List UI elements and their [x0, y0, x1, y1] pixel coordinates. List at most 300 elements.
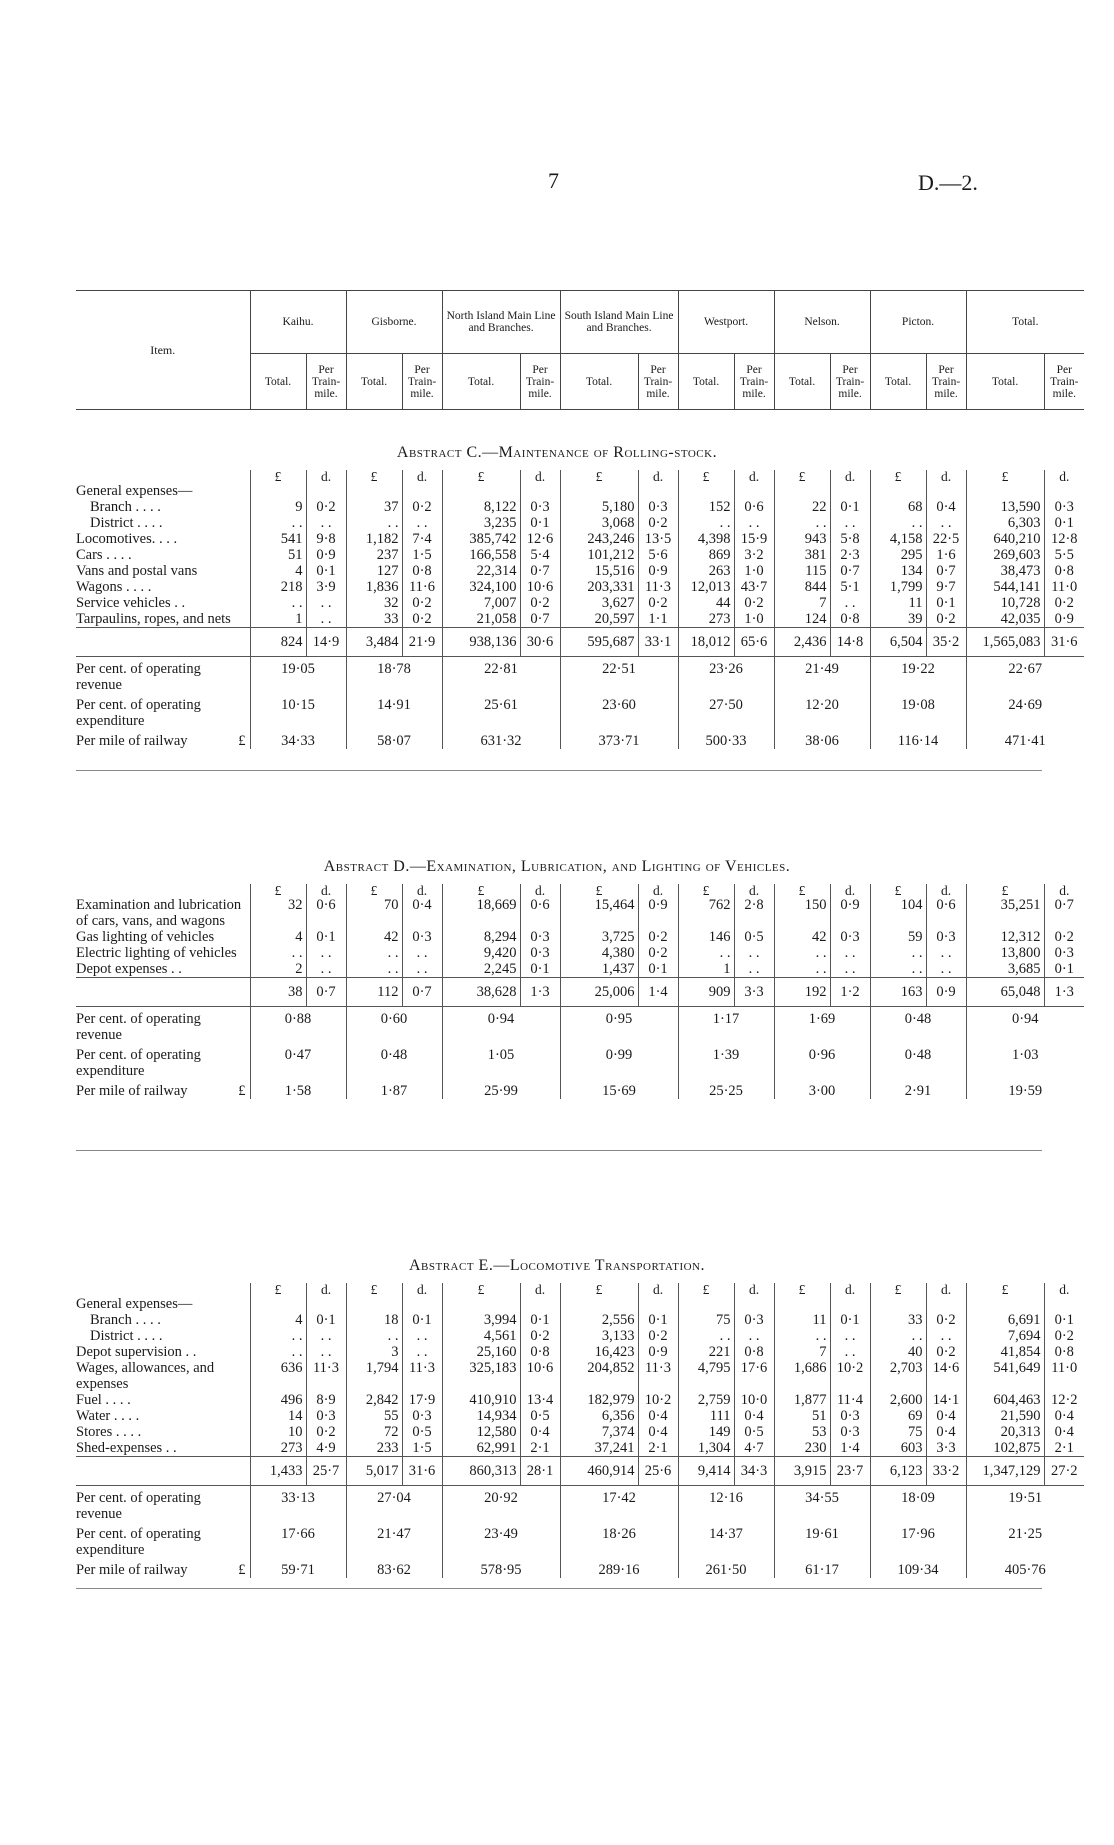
summary-unit: £ [238, 733, 246, 749]
row-label: Wages, allowances, and expenses [76, 1360, 215, 1392]
railway-column-header: South Island Main Line and Branches. [560, 291, 678, 354]
summary-value: 21·25 [966, 1522, 1084, 1558]
summary-value: 0·94 [442, 1007, 560, 1044]
total-cell: 2,245 [442, 961, 520, 978]
per-train-mile-cell: 0·8 [734, 1344, 774, 1360]
total-row-cell: 860,313 [442, 1457, 520, 1486]
per-train-mile-cell: 0·3 [734, 1312, 774, 1328]
per-train-mile-cell: 14·6 [926, 1360, 966, 1392]
total-cell: 7 [774, 595, 830, 611]
per-train-mile-cell: 0·2 [306, 1424, 346, 1440]
summary-label-text: Per mile of railway [76, 1083, 188, 1099]
total-cell: . . [346, 945, 402, 961]
per-train-mile-cell [830, 1296, 870, 1312]
per-train-mile-cell: 4·9 [306, 1440, 346, 1457]
pound-unit-label: £ [346, 470, 402, 483]
summary-value: 14·37 [678, 1522, 774, 1558]
total-cell: 324,100 [442, 579, 520, 595]
total-cell: 1,836 [346, 579, 402, 595]
summary-value: 17·96 [870, 1522, 966, 1558]
total-cell: 2,600 [870, 1392, 926, 1408]
per-train-mile-cell: 0·3 [402, 929, 442, 945]
summary-value: 20·92 [442, 1486, 560, 1523]
total-cell [346, 1296, 402, 1312]
total-row-cell: 192 [774, 978, 830, 1007]
pound-unit-label: £ [774, 1283, 830, 1296]
total-cell: 544,141 [966, 579, 1044, 595]
total-cell: 101,212 [560, 547, 638, 563]
per-train-mile-cell: . . [830, 595, 870, 611]
per-train-mile-cell: 0·3 [830, 1408, 870, 1424]
total-cell: 11 [774, 1312, 830, 1328]
per-train-mile-cell: 0·1 [520, 1312, 560, 1328]
per-train-mile-cell [638, 483, 678, 499]
total-cell: 21,590 [966, 1408, 1044, 1424]
pound-unit-label: £ [346, 1283, 402, 1296]
total-cell: 9,420 [442, 945, 520, 961]
summary-value: 373·71 [560, 729, 678, 749]
per-train-mile-cell: . . [402, 1344, 442, 1360]
per-train-mile-cell: 0·3 [638, 499, 678, 515]
total-cell: 3,235 [442, 515, 520, 531]
pound-unit-label: £ [560, 1283, 638, 1296]
per-train-mile-subheader: Per Train-mile. [402, 354, 442, 410]
pence-unit-label: d. [926, 884, 966, 897]
per-train-mile-cell: 12·8 [1044, 531, 1084, 547]
unit-row [76, 1283, 1084, 1296]
total-cell: 39 [870, 611, 926, 628]
per-train-mile-cell [402, 483, 442, 499]
summary-unit: £ [238, 1562, 246, 1578]
total-subheader: Total. [870, 354, 926, 410]
per-train-mile-cell: 12·6 [520, 531, 560, 547]
summary-label-text: Per cent. of operating expenditure [76, 1526, 201, 1558]
pence-unit-label: d. [402, 470, 442, 483]
total-cell: 14,934 [442, 1408, 520, 1424]
total-row-cell: 33·2 [926, 1457, 966, 1486]
total-cell: 15,516 [560, 563, 638, 579]
per-train-mile-cell: . . [306, 611, 346, 628]
total-subheader: Total. [678, 354, 734, 410]
total-row-cell: 25·7 [306, 1457, 346, 1486]
summary-value: 22·67 [966, 657, 1084, 694]
total-cell: 111 [678, 1408, 734, 1424]
per-train-mile-cell: 9·7 [926, 579, 966, 595]
total-cell: 3,068 [560, 515, 638, 531]
total-cell: . . [870, 961, 926, 978]
summary-value: 25·61 [442, 693, 560, 729]
row-label: Branch . . . . [90, 499, 161, 515]
total-cell: . . [774, 961, 830, 978]
per-train-mile-cell: 0·7 [926, 563, 966, 579]
per-train-mile-cell: 0·2 [402, 595, 442, 611]
per-train-mile-cell: 0·1 [638, 961, 678, 978]
total-cell: 204,852 [560, 1360, 638, 1392]
abstract-table [76, 1283, 1084, 1578]
summary-label-text: Per cent. of operating expenditure [76, 697, 201, 729]
per-train-mile-cell: 3·2 [734, 547, 774, 563]
per-train-mile-cell: 11·3 [402, 1360, 442, 1392]
summary-value: 109·34 [870, 1558, 966, 1578]
per-train-mile-cell: 0·8 [520, 1344, 560, 1360]
per-train-mile-cell: 0·3 [1044, 945, 1084, 961]
per-train-mile-cell: 0·3 [830, 929, 870, 945]
total-cell: 32 [250, 897, 306, 929]
total-cell: 203,331 [560, 579, 638, 595]
total-cell: 3,627 [560, 595, 638, 611]
total-cell: . . [250, 515, 306, 531]
total-row-cell: 1·2 [830, 978, 870, 1007]
total-cell: 243,246 [560, 531, 638, 547]
total-cell: 42 [346, 929, 402, 945]
total-cell: 3 [346, 1344, 402, 1360]
total-cell: 4,158 [870, 531, 926, 547]
total-row-cell: 3·3 [734, 978, 774, 1007]
pound-unit-label: £ [250, 470, 306, 483]
per-train-mile-cell [306, 483, 346, 499]
per-train-mile-cell: 0·2 [1044, 1328, 1084, 1344]
total-row-cell: 460,914 [560, 1457, 638, 1486]
total-cell: 844 [774, 579, 830, 595]
per-train-mile-cell: 1·0 [734, 611, 774, 628]
total-cell: 1,877 [774, 1392, 830, 1408]
pound-unit-label: £ [678, 1283, 734, 1296]
per-train-mile-cell: 13·4 [520, 1392, 560, 1408]
total-cell: 15,464 [560, 897, 638, 929]
pence-unit-label: d. [520, 1283, 560, 1296]
per-train-mile-cell: 1·1 [638, 611, 678, 628]
per-train-mile-cell: 5·6 [638, 547, 678, 563]
row-label: Cars . . . . [76, 547, 132, 563]
summary-row [76, 1486, 1084, 1523]
summary-value: 1·17 [678, 1007, 774, 1044]
abstract-title: Abstract E.—Locomotive Transportation. [408, 1257, 705, 1274]
pence-unit-label: d. [734, 1283, 774, 1296]
per-train-mile-cell: 0·2 [734, 595, 774, 611]
per-train-mile-cell: . . [734, 961, 774, 978]
summary-value: 631·32 [442, 729, 560, 749]
total-cell: 146 [678, 929, 734, 945]
per-train-mile-cell: 10·2 [638, 1392, 678, 1408]
total-row-cell: 595,687 [560, 628, 638, 657]
pence-unit-label: d. [402, 884, 442, 897]
total-cell: 59 [870, 929, 926, 945]
per-train-mile-cell: 0·1 [306, 1312, 346, 1328]
summary-value: 500·33 [678, 729, 774, 749]
per-train-mile-cell: 22·5 [926, 531, 966, 547]
per-train-mile-cell: 5·1 [830, 579, 870, 595]
per-train-mile-subheader: Per Train-mile. [830, 354, 870, 410]
table-row [76, 563, 1084, 579]
per-train-mile-cell: 12·2 [1044, 1392, 1084, 1408]
total-cell: . . [346, 515, 402, 531]
total-row-cell: 35·2 [926, 628, 966, 657]
summary-value: 0·95 [560, 1007, 678, 1044]
table-row [76, 945, 1084, 961]
summary-value: 116·14 [870, 729, 966, 749]
total-cell: 295 [870, 547, 926, 563]
total-cell: 62,991 [442, 1440, 520, 1457]
row-label: Vans and postal vans [76, 563, 198, 579]
section-divider [76, 1150, 1042, 1151]
total-cell: 21,058 [442, 611, 520, 628]
per-train-mile-cell: 2·1 [1044, 1440, 1084, 1457]
pence-unit-label: d. [830, 470, 870, 483]
per-train-mile-cell: 0·4 [926, 1408, 966, 1424]
summary-row [76, 1522, 1084, 1558]
table-row [76, 531, 1084, 547]
total-cell: 603 [870, 1440, 926, 1457]
per-train-mile-cell [402, 1296, 442, 1312]
total-row-cell: 5,017 [346, 1457, 402, 1486]
total-row-cell: 38 [250, 978, 306, 1007]
total-cell: 11 [870, 595, 926, 611]
per-train-mile-cell [926, 1296, 966, 1312]
table-row [76, 1344, 1084, 1360]
total-cell: . . [250, 945, 306, 961]
table-row [76, 611, 1084, 628]
total-cell: 68 [870, 499, 926, 515]
per-train-mile-cell: 0·6 [734, 499, 774, 515]
total-cell: 32 [346, 595, 402, 611]
per-train-mile-cell: 0·3 [926, 929, 966, 945]
pound-unit-label: £ [442, 884, 520, 897]
total-cell: 1 [250, 611, 306, 628]
per-train-mile-cell: 10·0 [734, 1392, 774, 1408]
pound-unit-label: £ [870, 884, 926, 897]
total-cell: 150 [774, 897, 830, 929]
summary-value: 1·87 [346, 1079, 442, 1099]
total-cell [442, 483, 520, 499]
total-cell: 37,241 [560, 1440, 638, 1457]
summary-value: 61·17 [774, 1558, 870, 1578]
per-train-mile-cell: 2·1 [520, 1440, 560, 1457]
summary-value: 0·48 [346, 1043, 442, 1079]
summary-value: 38·06 [774, 729, 870, 749]
abstract-table [76, 884, 1084, 1099]
per-train-mile-cell: 11·0 [1044, 1360, 1084, 1392]
per-train-mile-cell: 0·7 [520, 563, 560, 579]
total-row-cell: 2,436 [774, 628, 830, 657]
total-row-cell: 1·3 [520, 978, 560, 1007]
per-train-mile-cell: 14·1 [926, 1392, 966, 1408]
total-cell: 5,180 [560, 499, 638, 515]
summary-value: 19·08 [870, 693, 966, 729]
total-cell: 269,603 [966, 547, 1044, 563]
total-cell: 604,463 [966, 1392, 1044, 1408]
per-train-mile-cell: . . [830, 515, 870, 531]
table-row [76, 1360, 1084, 1392]
summary-value: 27·50 [678, 693, 774, 729]
total-row-cell: 65·6 [734, 628, 774, 657]
total-cell: 37 [346, 499, 402, 515]
per-train-mile-cell: 2·1 [638, 1440, 678, 1457]
total-row-cell: 938,136 [442, 628, 520, 657]
total-cell: . . [346, 961, 402, 978]
total-row-cell: 9,414 [678, 1457, 734, 1486]
per-train-mile-subheader: Per Train-mile. [520, 354, 560, 410]
per-train-mile-cell: . . [306, 1328, 346, 1344]
row-label: Gas lighting of vehicles [76, 929, 215, 945]
total-row-cell: 23·7 [830, 1457, 870, 1486]
total-cell: 263 [678, 563, 734, 579]
total-cell: 237 [346, 547, 402, 563]
summary-value: 0·94 [966, 1007, 1084, 1044]
pound-unit-label: £ [442, 470, 520, 483]
per-train-mile-cell: 17·6 [734, 1360, 774, 1392]
per-train-mile-cell: 0·1 [830, 499, 870, 515]
summary-row-label [76, 729, 250, 749]
table-row [76, 515, 1084, 531]
total-cell: 51 [774, 1408, 830, 1424]
per-train-mile-cell: 43·7 [734, 579, 774, 595]
total-cell: 3,133 [560, 1328, 638, 1344]
total-subheader: Total. [346, 354, 402, 410]
per-train-mile-cell: . . [402, 1328, 442, 1344]
per-train-mile-cell: 0·1 [1044, 1312, 1084, 1328]
summary-row [76, 1007, 1084, 1044]
per-train-mile-cell: 0·2 [926, 1312, 966, 1328]
row-label: Fuel . . . . [76, 1392, 131, 1408]
total-cell: 1,304 [678, 1440, 734, 1457]
total-row-cell: 1,347,129 [966, 1457, 1044, 1486]
pence-unit-label: d. [638, 470, 678, 483]
total-cell [870, 483, 926, 499]
per-train-mile-cell: 10·2 [830, 1360, 870, 1392]
pence-unit-label: d. [520, 884, 560, 897]
total-row-cell: 21·9 [402, 628, 442, 657]
summary-value: 59·71 [250, 1558, 346, 1578]
total-cell [774, 483, 830, 499]
per-train-mile-cell: 0·4 [926, 1424, 966, 1440]
total-cell: . . [678, 945, 734, 961]
per-train-mile-cell: 0·9 [638, 897, 678, 929]
table-row [76, 595, 1084, 611]
summary-label-text: Per cent. of operating revenue [76, 1490, 201, 1522]
per-train-mile-cell: 0·4 [1044, 1408, 1084, 1424]
total-cell: 13,590 [966, 499, 1044, 515]
total-cell: 20,597 [560, 611, 638, 628]
total-cell: 14 [250, 1408, 306, 1424]
summary-value: 22·51 [560, 657, 678, 694]
total-cell: 381 [774, 547, 830, 563]
pence-unit-label: d. [306, 1283, 346, 1296]
per-train-mile-cell: 0·1 [926, 595, 966, 611]
total-cell: 4,398 [678, 531, 734, 547]
total-cell [966, 483, 1044, 499]
row-label: Tarpaulins, ropes, and nets [76, 611, 231, 627]
summary-value: 0·48 [870, 1043, 966, 1079]
row-label: Examination and lubrication of cars, vans, and wagons [76, 897, 242, 929]
per-train-mile-cell: 0·1 [520, 515, 560, 531]
summary-value: 17·42 [560, 1486, 678, 1523]
total-cell: 1,437 [560, 961, 638, 978]
pound-unit-label: £ [678, 884, 734, 897]
total-cell [442, 1296, 520, 1312]
per-train-mile-cell: 0·4 [734, 1408, 774, 1424]
total-cell: 70 [346, 897, 402, 929]
pound-unit-label: £ [346, 884, 402, 897]
per-train-mile-cell [1044, 1296, 1084, 1312]
summary-row-label [76, 1522, 250, 1558]
per-train-mile-cell: . . [734, 515, 774, 531]
per-train-mile-cell: . . [734, 945, 774, 961]
per-train-mile-cell: 0·4 [638, 1408, 678, 1424]
summary-value: 58·07 [346, 729, 442, 749]
summary-value: 27·04 [346, 1486, 442, 1523]
summary-value: 22·81 [442, 657, 560, 694]
per-train-mile-cell: . . [926, 1328, 966, 1344]
table-row [76, 499, 1084, 515]
total-cell: 16,423 [560, 1344, 638, 1360]
per-train-mile-cell: 5·5 [1044, 547, 1084, 563]
row-label: General expenses— [76, 483, 193, 499]
summary-value: 405·76 [966, 1558, 1084, 1578]
total-cell: 410,910 [442, 1392, 520, 1408]
pound-unit-label: £ [966, 1283, 1044, 1296]
total-cell: 41,854 [966, 1344, 1044, 1360]
summary-value: 15·69 [560, 1079, 678, 1099]
per-train-mile-cell: 5·4 [520, 547, 560, 563]
total-row-cell: 31·6 [402, 1457, 442, 1486]
total-cell: 124 [774, 611, 830, 628]
per-train-mile-subheader: Per Train-mile. [306, 354, 346, 410]
total-cell: . . [774, 945, 830, 961]
pence-unit-label: d. [638, 1283, 678, 1296]
pound-unit-label: £ [870, 1283, 926, 1296]
total-cell: 943 [774, 531, 830, 547]
total-cell [250, 1296, 306, 1312]
summary-row-label [76, 1043, 250, 1079]
per-train-mile-cell: 11·6 [402, 579, 442, 595]
per-train-mile-cell: 0·3 [830, 1424, 870, 1440]
table-row [76, 1424, 1084, 1440]
total-cell: 273 [678, 611, 734, 628]
table-row [76, 897, 1084, 929]
row-label: Electric lighting of vehicles [76, 945, 237, 961]
total-cell: 6,691 [966, 1312, 1044, 1328]
per-train-mile-cell [306, 1296, 346, 1312]
per-train-mile-cell: 0·2 [306, 499, 346, 515]
total-cell: 9 [250, 499, 306, 515]
per-train-mile-cell: . . [830, 1328, 870, 1344]
total-cell: 55 [346, 1408, 402, 1424]
per-train-mile-cell: 0·5 [734, 1424, 774, 1440]
total-row-cell: 0·7 [402, 978, 442, 1007]
table-row [76, 1312, 1084, 1328]
total-row-cell: 163 [870, 978, 926, 1007]
abstract-title: Abstract C.—Maintenance of Rolling-stock. [396, 444, 718, 461]
column-header-table [76, 290, 1084, 410]
total-cell: 166,558 [442, 547, 520, 563]
per-train-mile-cell [734, 1296, 774, 1312]
summary-row [76, 657, 1084, 694]
per-train-mile-cell: 0·2 [638, 595, 678, 611]
per-train-mile-cell: . . [402, 515, 442, 531]
abstract-table [76, 470, 1084, 749]
total-cell: 75 [870, 1424, 926, 1440]
total-cell [250, 483, 306, 499]
pound-unit-label: £ [870, 470, 926, 483]
per-train-mile-cell: 9·8 [306, 531, 346, 547]
per-train-mile-cell: 0·1 [830, 1312, 870, 1328]
total-cell: . . [774, 1328, 830, 1344]
summary-value: 1·39 [678, 1043, 774, 1079]
pence-unit-label: d. [638, 884, 678, 897]
summary-value: 3·00 [774, 1079, 870, 1099]
table-row [76, 483, 1084, 499]
summary-value: 23·60 [560, 693, 678, 729]
